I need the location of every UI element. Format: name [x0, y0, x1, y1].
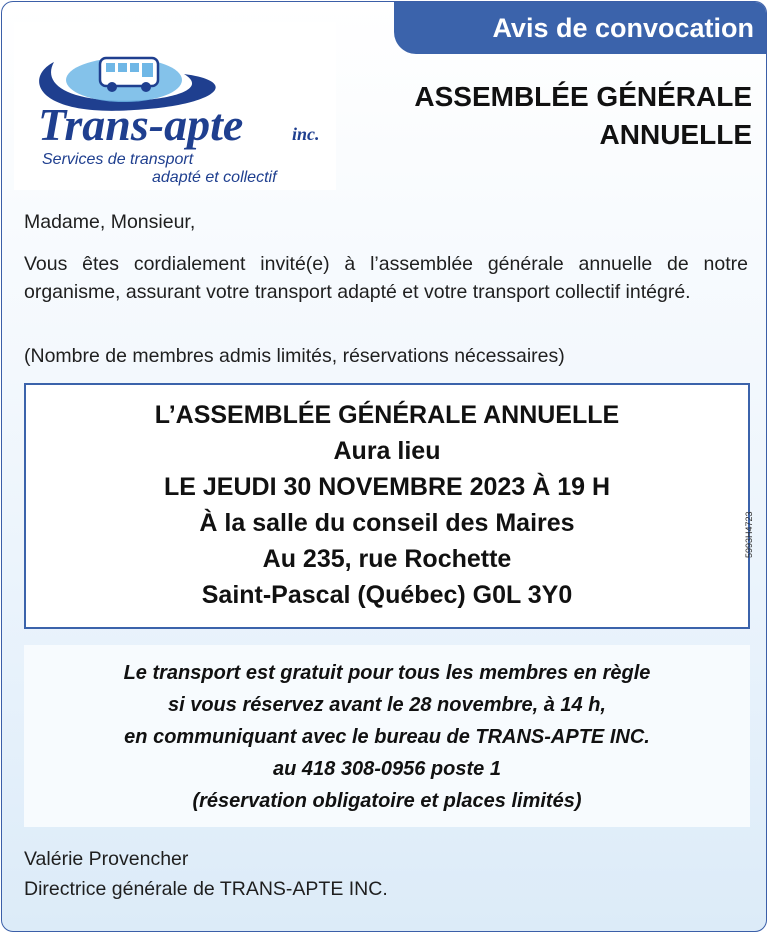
intro-paragraph: Vous êtes cordialement invité(e) à l’assemblée générale annuelle de notre organisme, assurant votre transport adapté et votre transport collectif intégré.	[24, 253, 748, 303]
transport-line: Le transport est gratuit pour tous les membres en règle	[123, 662, 651, 684]
page-title	[414, 78, 752, 154]
event-details-box	[24, 383, 750, 629]
transport-line: (réservation obligatoire et places limités)	[192, 790, 582, 812]
event-line: À la salle du conseil des Maires	[199, 509, 575, 537]
event-line: LE JEUDI 30 NOVEMBRE 2023 À 19 H	[164, 473, 610, 501]
title-line-1: ASSEMBLÉE GÉNÉRALE	[414, 81, 752, 112]
notice-tab	[394, 2, 766, 54]
ad-reference-code: 5993H4723	[744, 511, 754, 558]
notice-page	[1, 1, 767, 932]
event-line: Aura lieu	[333, 437, 441, 465]
transport-line: si vous réservez avant le 28 novembre, à 14 h,	[167, 694, 606, 716]
logo-suffix: inc.	[292, 124, 320, 144]
transport-line: au 418 308-0956 poste 1	[273, 758, 501, 780]
signature-role: Directrice générale de TRANS-APTE INC.	[24, 878, 388, 900]
attendance-note: (Nombre de membres admis limités, réservations nécessaires)	[24, 345, 565, 367]
transport-info-box	[24, 645, 750, 827]
event-line: Saint-Pascal (Québec) G0L 3Y0	[201, 581, 573, 609]
bus-icon	[100, 58, 158, 92]
logo-tagline-2: adapté et collectif	[152, 169, 277, 186]
logo-name: Trans-apte	[38, 99, 244, 150]
title-line-2: ANNUELLE	[599, 119, 752, 150]
signature-block	[24, 844, 748, 904]
logo-tagline-1: Services de transport	[42, 151, 194, 168]
transport-line: en communiquant avec le bureau de TRANS-APTE INC.	[124, 726, 650, 748]
salutation: Madame, Monsieur,	[24, 211, 196, 233]
event-line: Au 235, rue Rochette	[262, 545, 512, 573]
trans-apte-logo	[14, 22, 336, 190]
notice-tab-label: Avis de convocation	[492, 12, 754, 43]
event-line: L’ASSEMBLÉE GÉNÉRALE ANNUELLE	[154, 401, 620, 429]
signature-name: Valérie Provencher	[24, 848, 189, 870]
